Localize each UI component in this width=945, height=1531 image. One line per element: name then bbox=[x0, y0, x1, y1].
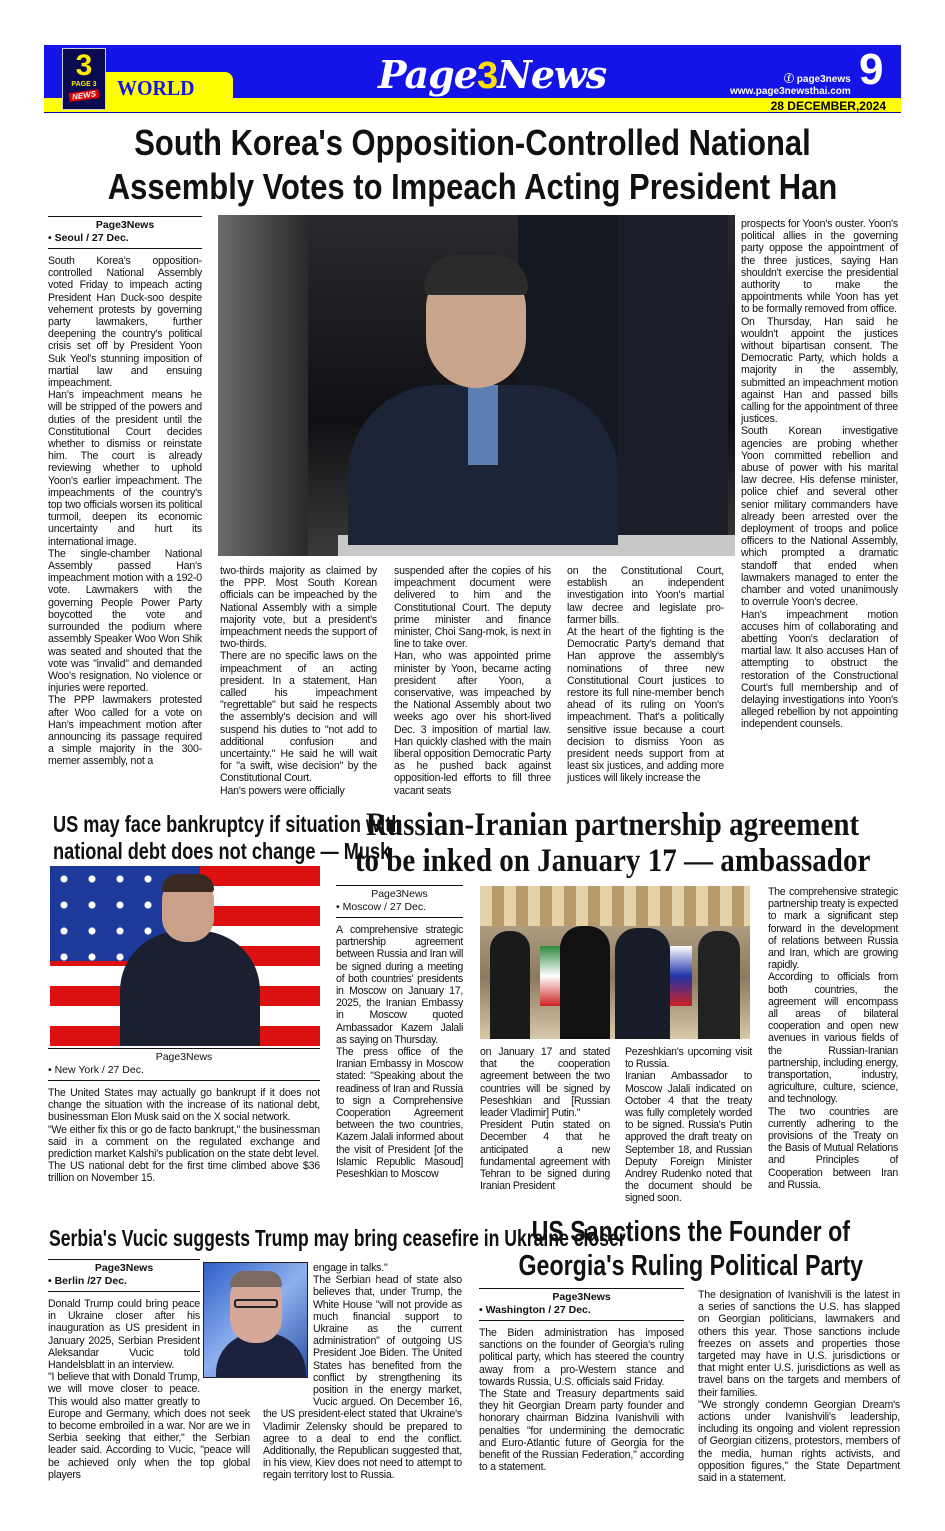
serbia-headline: Serbia's Vucic suggests Trump may bring ceasefire in Ukraine closer bbox=[49, 1225, 626, 1251]
georgia-headline bbox=[482, 1215, 900, 1283]
byline-dateline: • New York / 27 Dec. bbox=[48, 1064, 144, 1076]
paragraph: suspended after the copies of his impeachment document were delivered to him and the Constitutional Court. The deputy prime minister and finance minister, Choi Sang-mok, is next in line to take over. bbox=[394, 565, 551, 651]
paragraph: South Korea's opposition-controlled National Assembly voted Friday to impeach acting President Han Duck-soo despite vehement protests by governing party lawmakers, further deepening the country's political crisis set off by President Yoon Suk Yeol's stunning imposition of martial law and ensuing impeachment. bbox=[48, 255, 202, 390]
byline-dateline: • Washington / 27 Dec. bbox=[479, 1304, 591, 1316]
byline bbox=[336, 885, 463, 918]
byline bbox=[48, 1259, 200, 1292]
headline-line: to be inked on January 17 — ambassador bbox=[354, 843, 871, 879]
byline-dateline: • Moscow / 27 Dec. bbox=[336, 901, 427, 913]
paragraph: South Korean investigative agencies are probing whether Yoon committed rebellion and abuse of power with his marital law decree. His defense minister, police chief and several other senior military commanders have already been arrested over the deployment of troops and police officers to the National Assembly, which prompted a dramatic standoff that ended when lawmakers managed to enter the chamber and voted unanimously to overrule Yoon's decree. bbox=[741, 425, 898, 609]
paragraph: On Thursday, Han said he wouldn't appoint the justices without bipartisan consent. The Democratic Party, which holds a majority in the assembly, submitted an impeachment motion against Han and passed bills calling for the appointment of three justices. bbox=[741, 315, 898, 426]
byline-source: Page3News bbox=[155, 1051, 213, 1063]
section-label: WORLD bbox=[117, 76, 195, 100]
putin-pezeshkian-photo bbox=[480, 886, 750, 1039]
korea-col-1 bbox=[48, 216, 202, 768]
paragraph: Donald Trump could bring peace in Ukraine closer after his inauguration as US president in January 2025, Serbian President Aleksandar Vucic told Handelsblatt in an interview. bbox=[48, 1298, 200, 1372]
headline-line: US Sanctions the Founder of bbox=[531, 1216, 850, 1248]
paragraph: "We strongly condemn Georgian Dream's actions under Ivanishvili's leadership, including its ongoing and violent repression of Georgian citizens, protestors, members of the media, human rights activists, and opposition figures," the State Department said in a statement. bbox=[698, 1398, 900, 1485]
paragraph: Han's impeachment means he will be stripped of the powers and duties of the president until the Constitutional Court decides whether to dismiss or reinstate him. The court is already reviewing whether to uphold Yoon's earlier impeachment. The impeachments of the country's top two officials worsen its political turmoil, deepen its economic uncertainty and hurt its international image. bbox=[48, 389, 202, 548]
byline-dateline: • Berlin /27 Dec. bbox=[48, 1275, 127, 1287]
byline bbox=[479, 1288, 684, 1321]
russia-col-1 bbox=[336, 885, 463, 1180]
facebook-icon: ⓕ bbox=[784, 74, 797, 85]
headline-line: national debt does not change — Musk bbox=[53, 838, 391, 864]
paragraph: The press office of the Iranian Embassy in Moscow stated: "Speaking about the readiness of Iran and Russia to sign a Comprehensive Cooperation Agreement between the two countries, Kazem Jalali informed about the visit of President [of the Islamic Republic Masoud] Peseshkian to Moscow bbox=[336, 1046, 463, 1181]
mast-right: News bbox=[497, 52, 607, 97]
logo-page: PAGE 3 bbox=[71, 81, 97, 88]
paragraph: Pezeshkian's upcoming visit to Russia. bbox=[625, 1046, 752, 1071]
paragraph: There are no specific laws on the impeachment of an acting president. In a statement, Han called his impeachment "regrettable" but said he respects the assembly's decision and will suspend his duties to "not add to additional confusion and uncertainty." He said he will wait for "a swift, wise decision" by the Constitutional Court. bbox=[220, 650, 377, 785]
issue-date: 28 DECEMBER,2024 bbox=[770, 99, 886, 113]
page3-logo bbox=[62, 48, 106, 110]
korea-col-5 bbox=[741, 218, 898, 731]
logo-number: 3 bbox=[75, 49, 93, 82]
paragraph: "I believe that with Donald Trump, we will move closer to peace. This would also matter greatly to Europe and Germany, which does not seek to become embroiled in a war. Nor are we in Serbia seeking that either," the Serbian leader said. According to Vucic, "peace will be achieved only when the top global players bbox=[48, 1371, 250, 1481]
headline-line: Russian-Iranian partnership agreement bbox=[366, 807, 860, 843]
paragraph: The comprehensive strategic partnership treaty is expected to mark a significant step forward in the development of relations between Russia and Iran, which are growing rapidly. bbox=[768, 886, 898, 972]
korea-col-4 bbox=[567, 565, 724, 785]
aleksandar-vucic-photo bbox=[203, 1262, 308, 1378]
paragraph: two-thirds majority as claimed by the PPP. Most South Korean officials can be impeached by the National Assembly with a simple majority vote, but a president's impeachment needs the support of two-thirds. bbox=[220, 565, 377, 651]
page-number: 9 bbox=[859, 45, 884, 94]
musk-headline bbox=[53, 811, 403, 865]
paragraph: The Serbian head of state also believes that, under Trump, the White House "will not provide as much financial support to Ukraine as the current administration" of outgoing US President Joe Biden. The United States has benefited from the conflict by strengthening its position in the energy market, Vucic argued. On December 16, the US president-elect stated that Ukraine's Vladimir Zelensky should be prepared to agree to a deal to end the conflict. Additionally, the Republican suggested that, in his view, Kiev does not need to attempt to regain territory lost to Russia. bbox=[263, 1274, 462, 1482]
paragraph: Han, who was appointed prime minister by Yoon, became acting president after Yoon, a conservative, was impeached by the National Assembly about two weeks ago over his short-lived Dec. 3 imposition of martial law. Han quickly clashed with the main liberal opposition Democratic Party as he pushed back against opposition-led efforts to fill three vacant seats bbox=[394, 650, 551, 797]
byline bbox=[48, 1048, 320, 1081]
facebook-handle[interactable] bbox=[784, 70, 851, 85]
georgia-col-1 bbox=[479, 1288, 684, 1473]
paragraph: The designation of Ivanishvili is the latest in a series of sanctions the U.S. has slapped on Georgian politicians, lawmakers and others this year. Those sanctions include freezes on assets and properties those targeted may have in U.S. jurisdictions or that might enter U.S. jurisdictions as well as travel bans on the targets and members of their families. bbox=[698, 1289, 900, 1399]
paragraph: engage in talks." bbox=[313, 1262, 388, 1274]
paragraph: According to officials from both countries, the agreement will encompass all areas of bilateral cooperation and open new avenues in various fields of the Russian-Iranian partnership, including energy, transportation, industry, agriculture, culture, science, and technology. bbox=[768, 971, 898, 1106]
paragraph: Han's powers were officially bbox=[220, 784, 345, 797]
russia-col-4 bbox=[768, 886, 898, 1191]
paragraph: A comprehensive strategic partnership agreement between Russia and Iran will be signed during a meeting of both countries' presidents in Moscow on January 17, 2025, the Iranian Embassy in Moscow quoted Ambassador Kazem Jalali as saying on Thursday. bbox=[336, 924, 463, 1046]
korea-headline bbox=[64, 121, 881, 209]
paragraph: "We either fix this or go de facto bankrupt," the businessman said in a comment on the regulated exchange and prediction market Kalshi's publication on the state debt level. bbox=[48, 1123, 320, 1161]
han-duck-soo-photo bbox=[218, 215, 735, 556]
russia-col-3 bbox=[625, 1046, 752, 1205]
paragraph: The US national debt for the first time climbed above $36 trillion on November 15. bbox=[48, 1160, 320, 1185]
paragraph: The single-chamber National Assembly passed Han's impeachment motion with a 192-0 vote. Lawmakers with the governing People Power Party boycotted the vote and surrounded the podium where assembly Speaker Woo Won Shik was seated and shouted that the vote was "invalid" and demanded Woo's resignation. No violence or injuries were reported. bbox=[48, 547, 202, 695]
headline-line: Assembly Votes to Impeach Acting President Han bbox=[107, 166, 838, 207]
korea-col-2 bbox=[220, 565, 377, 797]
website-link[interactable]: www.page3newsthai.com bbox=[730, 86, 851, 97]
korea-col-3 bbox=[394, 565, 551, 797]
headline-line: US may face bankruptcy if situation with bbox=[53, 811, 403, 837]
russia-headline bbox=[342, 807, 883, 879]
byline-source: Page3News bbox=[95, 219, 155, 231]
paragraph: The State and Treasury departments said they hit Georgian Dream party founder and honorary chairman Bidzina Ivanishvili with penalties "for undermining the democratic and Euro-Atlantic future of Georgia for the benefit of the Russian Federation," according to a statement. bbox=[479, 1388, 684, 1474]
paragraph: The United States may actually go bankrupt if it does not change the situation with the increase of its national debt, businessman Elon Musk said on the X social network. bbox=[48, 1087, 320, 1124]
paragraph: At the heart of the fighting is the Democratic Party's demand that Han approve the assembly's nominations of three new Constitutional Court justices to restore its full nine-member bench ahead of its ruling on Yoon's impeachment. That's a politically sensitive issue because a court decision to dismiss Yoon as president needs support from at least six justices, and adding more justices will likely increase the bbox=[567, 626, 724, 785]
paragraph: on the Constitutional Court, establish an independent investigation into Yoon's martial law decree and legislate pro-farmer bills. bbox=[567, 565, 724, 626]
georgia-col-2 bbox=[698, 1289, 900, 1484]
russia-col-2 bbox=[480, 1046, 610, 1192]
paragraph: prospects for Yoon's ouster. Yoon's political allies in the governing party oppose the appointment of the three justices, saying Han shouldn't exercise the presidential authority to make the appointments while Yoon has yet to be formally removed from office. bbox=[741, 218, 898, 316]
byline-source: Page3News bbox=[94, 1262, 154, 1274]
paragraph: President Putin stated on December 4 that he anticipated a new fundamental agreement with Tehran to be signed during Iranian President bbox=[480, 1119, 610, 1193]
byline bbox=[48, 216, 202, 249]
mast-num: 3 bbox=[476, 55, 498, 97]
paragraph: Iranian Ambassador to Moscow Jalali indicated on October 4 that the treaty was fully completely worded to be signed. Russia's Putin approved the draft treaty on September 18, and Russian Deputy Foreign Minister Andrey Rudenko noted that the document should be signed soon. bbox=[625, 1070, 752, 1205]
masthead-title bbox=[378, 52, 607, 98]
musk-article bbox=[48, 1048, 320, 1185]
byline-source: Page3News bbox=[552, 1291, 611, 1303]
headline-line: Georgia's Ruling Political Party bbox=[518, 1250, 864, 1282]
elon-musk-photo bbox=[50, 866, 320, 1046]
headline-line: South Korea's Opposition-Controlled National bbox=[134, 122, 811, 163]
paragraph: on January 17 and stated that the cooperation agreement between the two countries will be signed by Peseshkian and [Russian leader Vladimir] Putin." bbox=[480, 1046, 610, 1120]
byline-source: Page3News bbox=[371, 888, 428, 900]
logo-news: NEWS bbox=[69, 89, 100, 102]
paragraph: The Biden administration has imposed sanctions on the founder of Georgia's ruling political party, which has steered the country away from a pro-Western stance and towards Russia, U.S. officials said Friday. bbox=[479, 1327, 684, 1388]
facebook-text: page3news bbox=[796, 74, 851, 85]
byline-dateline: • Seoul / 27 Dec. bbox=[48, 232, 129, 244]
mast-left: Page bbox=[378, 52, 477, 97]
paragraph: The two countries are currently adhering to the provisions of the Treaty on the Basis of Mutual Relations and Principles of Cooperation between Iran and Russia. bbox=[768, 1105, 898, 1191]
paragraph: Han's impeachment motion accuses him of collaborating and abetting Yoon's declaration of martial law. It also accuses Han of attempting to obstruct the restoration of the Constructional Court's full membership and of delaying investigations into Yoon's alleged rebellion by not appointing independent counsels. bbox=[741, 608, 898, 731]
paragraph: The PPP lawmakers protested after Woo called for a vote on Han's impeachment motion after announcing its passage required a simple majority in the 300-memer assembly, not a bbox=[48, 694, 202, 768]
